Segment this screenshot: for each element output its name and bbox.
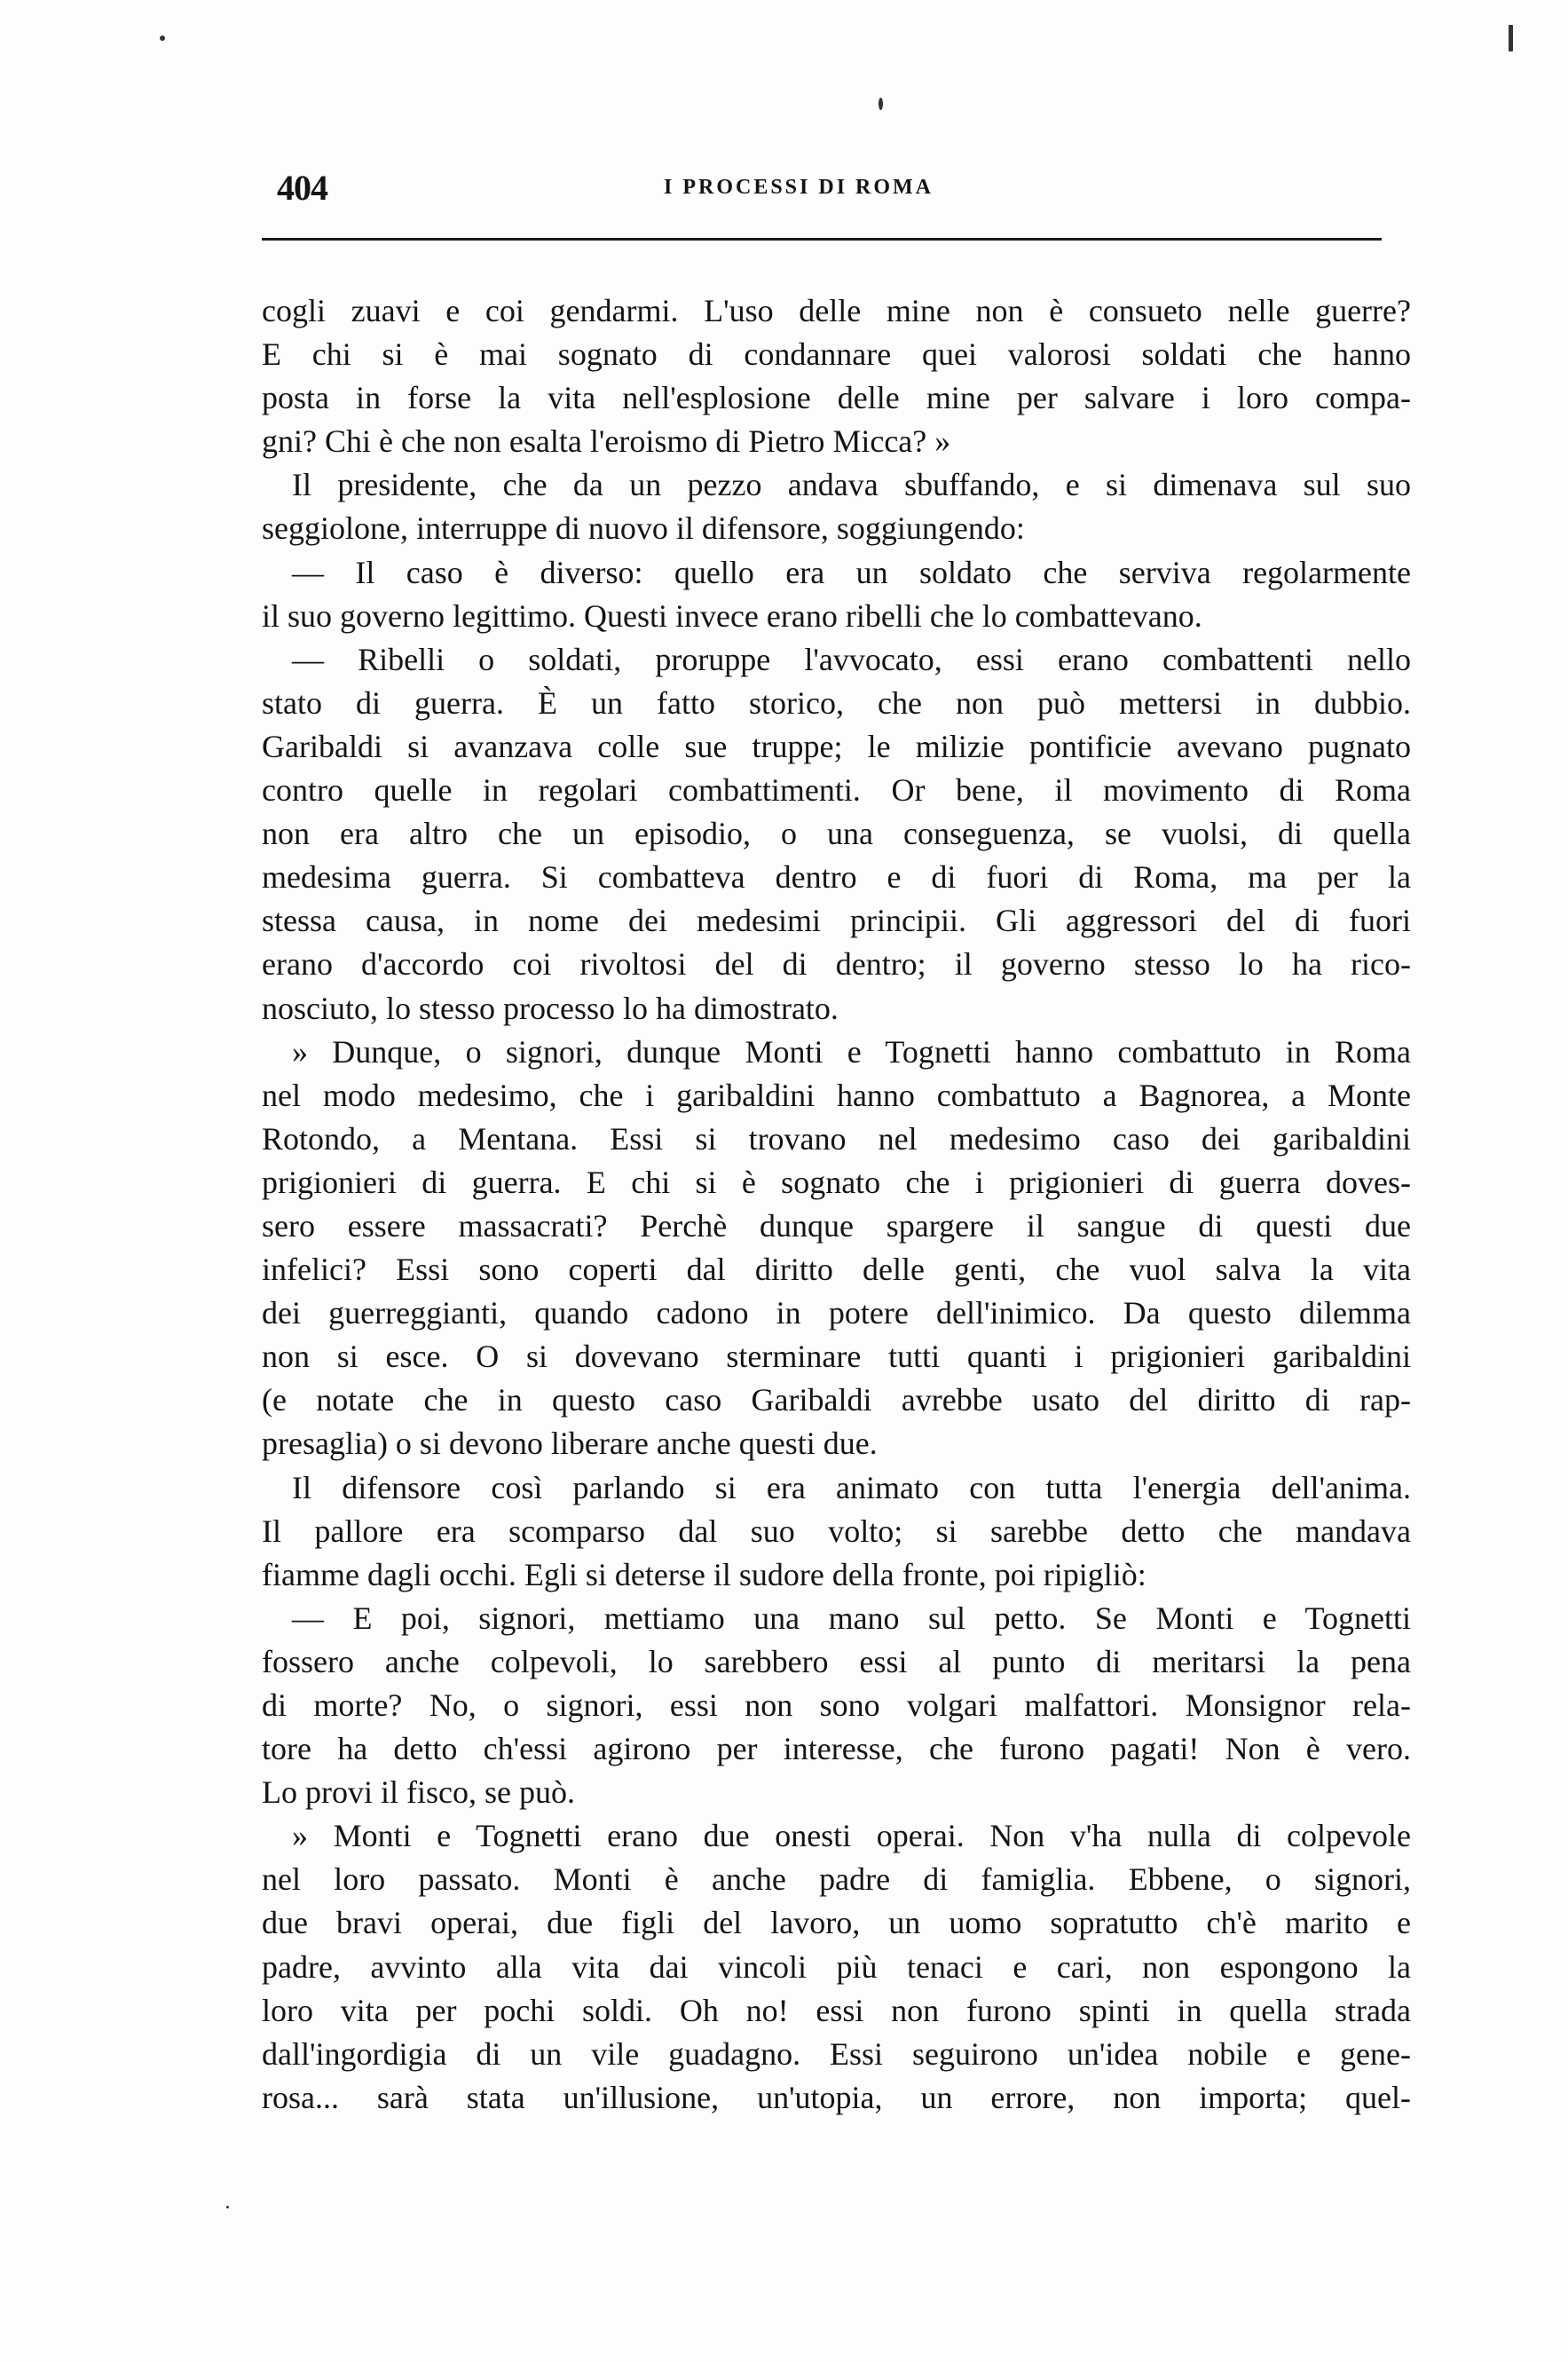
header-rule — [262, 238, 1382, 241]
text-line: — Il caso è diverso: quello era un soldato che serviva regolarmente — [292, 554, 1411, 590]
text-line: presaglia) o si devono liberare anche questi due. — [262, 1426, 878, 1462]
text-line: due bravi operai, due figli del lavoro, un uomo sopratutto ch'è marito e — [262, 1905, 1411, 1941]
text-line: prigionieri di guerra. E chi si è sognato che i prigionieri di guerra doves- — [262, 1164, 1411, 1200]
text-line: fossero anche colpevoli, lo sarebbero essi al punto di meritarsi la pena — [262, 1643, 1411, 1679]
text-line: nosciuto, lo stesso processo lo ha dimostrato. — [262, 990, 839, 1026]
text-line: seggiolone, interruppe di nuovo il difensore, soggiungendo: — [262, 510, 1025, 547]
body-text — [262, 289, 1411, 2120]
text-line: — Ribelli o soldati, proruppe l'avvocato, essi erano combattenti nello — [292, 641, 1411, 677]
text-line: — E poi, signori, mettiamo una mano sul petto. Se Monti e Tognetti — [292, 1600, 1411, 1636]
running-title: I PROCESSI DI ROMA — [663, 176, 934, 199]
text-line: Garibaldi si avanzava colle sue truppe; le milizie pontificie avevano pugnato — [262, 728, 1411, 764]
text-line: medesima guerra. Si combatteva dentro e di fuori di Roma, ma per la — [262, 859, 1411, 896]
text-line: stato di guerra. È un fatto storico, che non può mettersi in dubbio. — [262, 684, 1411, 721]
scan-speck — [879, 98, 883, 110]
text-line: rosa... sarà stata un'illusione, un'utopia, un errore, non importa; quel- — [262, 2079, 1411, 2115]
text-line: padre, avvinto alla vita dai vincoli più tenaci e cari, non espongono la — [262, 1948, 1411, 1985]
text-line: gni? Chi è che non esalta l'eroismo di Pietro Micca? » — [262, 423, 951, 460]
text-line: di morte? No, o signori, essi non sono volgari malfattori. Monsignor rela- — [262, 1687, 1411, 1723]
text-line: stessa causa, in nome dei medesimi principii. Gli aggressori del di fuori — [262, 903, 1411, 939]
text-line: sero essere massacrati? Perchè dunque spargere il sangue di questi due — [262, 1207, 1411, 1244]
text-line: cogli zuavi e coi gendarmi. L'uso delle mine non è consueto nelle guerre? — [262, 293, 1411, 328]
text-line: Lo provi il fisco, se può. — [262, 1774, 575, 1811]
text-line: (e notate che in questo caso Garibaldi avrebbe usato del diritto di rap- — [262, 1382, 1411, 1418]
text-line: non era altro che un episodio, o una conseguenza, se vuolsi, di quella — [262, 816, 1411, 852]
text-line: erano d'accordo coi rivoltosi del di dentro; il governo stesso lo ha rico- — [262, 946, 1411, 983]
text-line: nel loro passato. Monti è anche padre di famiglia. Ebbene, o signori, — [262, 1861, 1411, 1898]
text-line: » Dunque, o signori, dunque Monti e Tognetti hanno combattuto in Roma — [292, 1033, 1411, 1070]
scan-speck — [1509, 25, 1513, 51]
text-line: Rotondo, a Mentana. Essi si trovano nel medesimo caso dei garibaldini — [262, 1120, 1411, 1157]
text-line: infelici? Essi sono coperti dal diritto delle genti, che vuol salva la vita — [262, 1252, 1411, 1288]
scan-speck — [226, 2206, 229, 2208]
text-line: E chi si è mai sognato di condannare quei valorosi soldati che hanno — [262, 336, 1411, 373]
text-line: Il presidente, che da un pezzo andava sbuffando, e si dimenava sul suo — [292, 467, 1411, 503]
text-line: dall'ingordigia di un vile guadagno. Essi seguirono un'idea nobile e gene- — [262, 2035, 1411, 2072]
text-line: Il difensore così parlando si era animato con tutta l'energia dell'anima. — [292, 1469, 1411, 1505]
page-number: 404 — [277, 168, 327, 208]
text-line: Il pallore era scomparso dal suo volto; si sarebbe detto che mandava — [262, 1513, 1411, 1549]
text-line: fiamme dagli occhi. Egli si deterse il sudore della fronte, poi ripigliò: — [262, 1556, 1146, 1592]
text-line: nel modo medesimo, che i garibaldini hanno combattuto a Bagnorea, a Monte — [262, 1077, 1411, 1113]
text-line: posta in forse la vita nell'esplosione delle mine per salvare i loro compa- — [262, 380, 1411, 416]
text-line: loro vita per pochi soldi. Oh no! essi non furono spinti in quella strada — [262, 1992, 1411, 2028]
text-line: il suo governo legittimo. Questi invece erano ribelli che lo combattevano. — [262, 597, 1202, 634]
text-line: contro quelle in regolari combattimenti. Or bene, il movimento di Roma — [262, 772, 1411, 809]
text-line: tore ha detto ch'essi agirono per interesse, che furono pagati! Non è vero. — [262, 1731, 1411, 1767]
text-line: » Monti e Tognetti erano due onesti operai. Non v'ha nulla di colpevole — [292, 1818, 1411, 1854]
text-line: dei guerreggianti, quando cadono in potere dell'inimico. Da questo dilemma — [262, 1295, 1411, 1331]
text-line: non si esce. O si dovevano sterminare tutti quanti i prigionieri garibaldini — [262, 1339, 1411, 1375]
scan-speck — [160, 36, 165, 41]
